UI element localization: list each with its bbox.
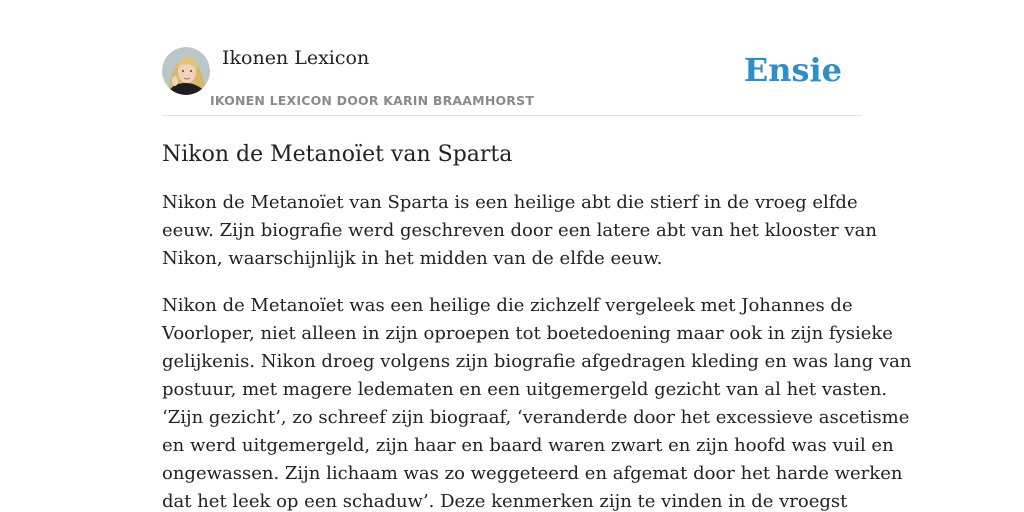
paragraph-line: eeuw. Zijn biografie werd geschreven door een latere abt van het klooster van (162, 220, 877, 241)
paragraph-line: gelijkenis. Nikon droeg volgens zijn biografie afgedragen kleding en was lang van (162, 351, 912, 372)
paragraph-line: ‘Zijn gezicht’, zo schreef zijn biograaf, ‘veranderde door het excessieve ascetisme (162, 407, 910, 428)
paragraph-line: Nikon, waarschijnlijk in het midden van de elfde eeuw. (162, 248, 663, 269)
paragraph-line: ongewassen. Zijn lichaam was zo weggeteerd en afgemat door het harde werken (162, 463, 903, 484)
paragraph-line: postuur, met magere ledematen en een uitgemergeld gezicht van al het vasten. (162, 379, 888, 400)
article-paragraph (162, 292, 912, 512)
article (162, 138, 912, 512)
paragraph-line: en werd uitgemergeld, zijn haar en baard waren zwart en zijn hoofd was vuil en (162, 435, 894, 456)
article-paragraph (162, 189, 877, 273)
paragraph-line: Nikon de Metanoïet van Sparta is een heilige abt die stierf in de vroeg elfde (162, 192, 858, 213)
lexicon-subtitle: IKONEN LEXICON DOOR KARIN BRAAMHORST (210, 93, 535, 108)
lexicon-title-link[interactable]: Ikonen Lexicon (222, 47, 370, 69)
paragraph-line: dat het leek op een schaduw’. Deze kenmerken zijn te vinden in de vroegst (162, 491, 848, 512)
author-portrait-icon (162, 47, 210, 95)
author-avatar[interactable] (162, 47, 210, 95)
paragraph-line: Nikon de Metanoïet was een heilige die zichzelf vergeleek met Johannes de (162, 295, 853, 316)
paragraph-line: Voorloper, niet alleen in zijn oproepen tot boetedoening maar ook in zijn fysieke (162, 323, 893, 344)
brand-logo-link[interactable]: Ensie (743, 51, 842, 89)
article-title: Nikon de Metanoïet van Sparta (162, 142, 513, 167)
header (162, 44, 862, 116)
